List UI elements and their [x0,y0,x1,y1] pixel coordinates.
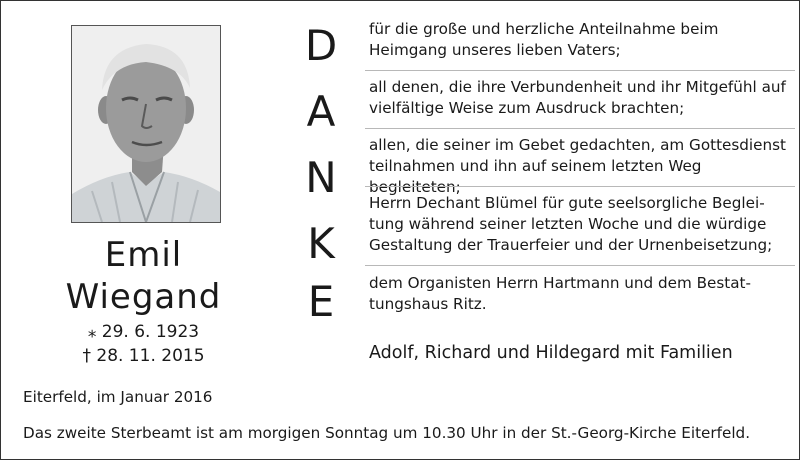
thanks-paragraph-2: all denen, die ihre Verbundenheit und ihr Mitgefühl auf vielfältige Weise zum Ausdruck brachten; [369,78,786,117]
thanks-paragraph-1: für die große und herzliche Anteilnahme beim Heimgang unseres lieben Vaters; [369,20,719,59]
death-date: † 28. 11. 2015 [82,346,205,366]
thanks-paragraph-3: allen, die seiner im Gebet gedachten, am Gottesdienst teilnahmen und ihn auf seinem letzten Weg begleiteten; [369,136,786,196]
service-notice: Das zweite Sterbeamt ist am morgigen Sonntag um 10.30 Uhr in der St.-Georg-Kirche Eiterfeld. [23,424,751,442]
portrait-image [72,26,220,222]
paragraph-divider [365,265,795,266]
danke-letter-n: N [305,153,337,202]
paragraph-divider [365,128,795,129]
danke-letter-e: E [307,277,335,326]
portrait-photo [71,25,221,223]
paragraph-divider [365,70,795,71]
thanks-paragraph-4: Herrn Dechant Blümel für gute seelsorgliche Beglei-tung während seiner letzten Woche und die würdige Gestaltung der Trauerfeier und der Urnenbeisetzung; [369,194,773,254]
danke-letter-k: K [307,219,335,268]
danke-letter-d: D [304,21,338,70]
deceased-last-name: Wiegand [65,277,222,317]
birth-date: ⁎ 29. 6. 1923 [87,322,200,342]
danke-letter-a: A [306,87,336,136]
thanks-paragraph-5: dem Organisten Herrn Hartmann und dem Bestat-tungshaus Ritz. [369,274,751,313]
family-signature: Adolf, Richard und Hildegard mit Familien [369,343,733,363]
deceased-first-name: Emil [104,235,183,275]
paragraph-divider [365,186,795,187]
place-and-date: Eiterfeld, im Januar 2016 [23,388,213,406]
